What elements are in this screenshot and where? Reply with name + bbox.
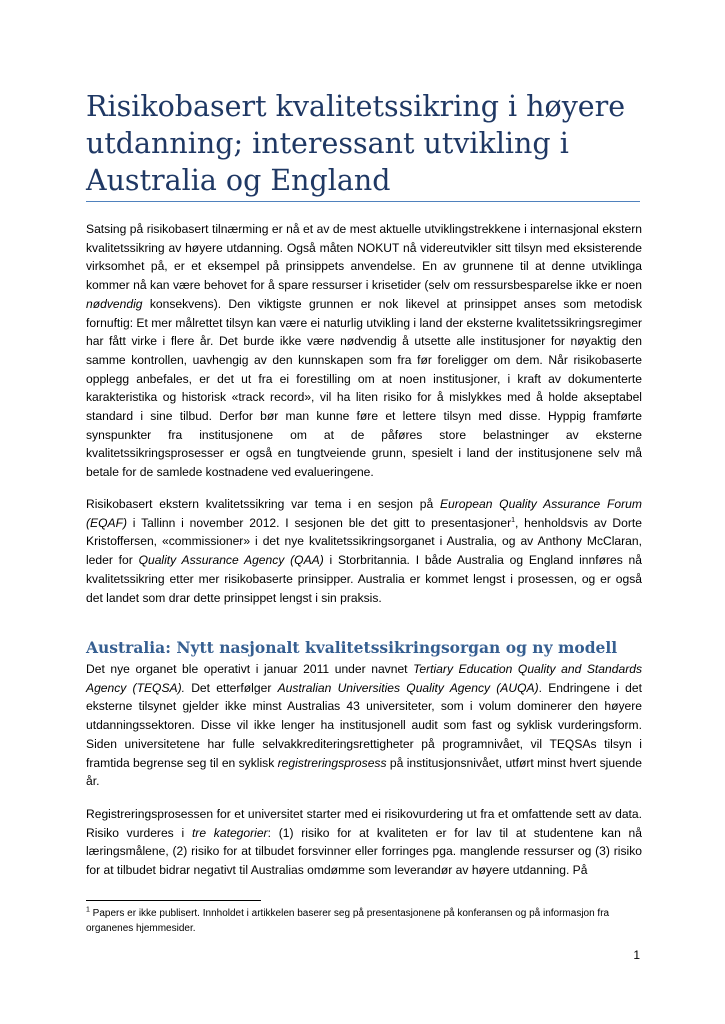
teqsa-text-1: Det nye organet ble operativt i januar 2011 under navnet bbox=[86, 662, 414, 676]
footnote bbox=[86, 906, 642, 936]
teqsa-text-4: på institusjonsnivået, utført minst hvert sjuende år. bbox=[86, 755, 642, 789]
registration-text-2: : (1) risiko for at kvaliteten er for lav til at studentene kan nå læringsmålene, (2) risiko for at tilbudet forsvinner eller forringes pga. manglende ressurser og (3) risiko for at tilbudet bidrar negativt til Australias omdømme som leverandør av høyere utdanning. På bbox=[86, 825, 642, 878]
eqaf-forum-name: European Quality Assurance Forum (EQAF) bbox=[86, 497, 642, 530]
registration-term: registreringsprosess bbox=[277, 755, 387, 770]
intro-text-1: Satsing på risikobasert tilnærming er nå et av de mest aktuelle utviklingstrekkene i internasjonal ekstern kvalitetssikring av høyere utdanning. Også måten NOKUT nå videreutvikler sitt tilsyn med eksisterende virksomhet på, er et eksempel på prinsippets anvendelse. En av grunnene til at denne utviklinga kommer nå kan være behovet for å spare ressurser i krisetider (selv om ressursbesparelse ikke er noen bbox=[86, 222, 642, 293]
intro-text-2: konsekvens). Den viktigste grunnen er nok likevel at prinsippet anses som metodisk fornuftig: Et mer målrettet tilsyn kan være ei naturlig utvikling i land der eksterne kvalitetssikringsregimer har fått virke i flere år. Det burde ikke være nødvendig å utsette alle institusjoner for nøyaktig den samme kontrollen, uavhengig av den kunnskapen som fra før foreligger om dem. Når risikobaserte opplegg anbefales, er det ut fra ei forestilling om at noen institusjoner, i kraft av dokumenterte karakteristika og historisk «track record», vil ha liten risiko for å mislykkes med å holde akseptabel standard i sine tilbud. Derfor bør man kunne føre et lettere tilsyn med disse. Hyppig framførte synspunkter fra institusjonene om at de påføres store belastninger av eksterne kvalitetssikringsprosesser er også en tungtveiende grunn, spesielt i land der institusjonene selv må betale for de samlede kostnadene ved evalueringene. bbox=[86, 296, 642, 480]
teqsa-text-3: . Endringene i det eksterne tilsynet gjelder ikke minst Australias 43 universiteter, som i volum dominerer den høyere utdanningssektoren. Disse vil ikke lenger ha institusjonell audit som fast og syklisk vurderingsform. Siden universitetene har fulle selvakkrediteringsrettigheter på programnivået, vil TEQSAs tilsyn i framtida begrense seg til en syklisk bbox=[86, 680, 642, 770]
teqsa-name: Tertiary Education Quality and Standards Agency (TEQSA). bbox=[86, 662, 642, 695]
page-number: 1 bbox=[633, 948, 640, 962]
eqaf-text-1: Risikobasert ekstern kvalitetssikring var tema i en sesjon på bbox=[86, 497, 440, 511]
categories-term: tre kategorier bbox=[191, 825, 268, 840]
title-underline bbox=[86, 201, 640, 202]
footnote-separator bbox=[86, 900, 261, 901]
teqsa-text-2: Det etterfølger bbox=[184, 680, 278, 695]
footnote-text: Papers er ikke publisert. Innholdet i artikkelen baserer seg på presentasjonene på konferansen og på informasjon fra organenes hjemmesider. bbox=[86, 908, 610, 934]
eqaf-text-4: i Storbritannia. I både Australia og England innføres nå kvalitetssikring etter mer risikobaserte prinsipper. Australia er kommet lengst i prosessen, og er også det landet som drar dette prinsippet lengst i sin praksis. bbox=[86, 553, 642, 605]
auqa-name: Australian Universities Quality Agency (AUQA) bbox=[277, 680, 539, 695]
teqsa-paragraph bbox=[86, 660, 642, 791]
document-title: Risikobasert kvalitetssikring i høyere utdanning; interessant utvikling i Australia og England bbox=[86, 90, 626, 197]
footnote-mark: 1 bbox=[86, 906, 90, 914]
registration-text-1: Registreringsprosessen for et universitet starter med ei risikovurdering ut fra et omfattende sett av data. Risiko vurderes i bbox=[86, 807, 642, 840]
eqaf-text-2: i Tallinn i november 2012. I sesjonen ble det gitt to presentasjoner bbox=[126, 515, 512, 530]
footnote-reference[interactable]: 1 bbox=[511, 516, 515, 524]
section-heading-australia: Australia: Nytt nasjonalt kvalitetssikringsorgan og ny modell bbox=[86, 638, 618, 657]
intro-paragraph bbox=[86, 220, 642, 482]
qaa-name: Quality Assurance Agency (QAA) bbox=[138, 553, 324, 568]
eqaf-text-3: , henholdsvis av Dorte Kristoffersen, «commissioner» i det nye kvalitetssikringsorganet i Australia, og av Anthony McClaran, leder for bbox=[86, 515, 642, 568]
eqaf-paragraph bbox=[86, 495, 642, 607]
intro-emphasis: nødvendig bbox=[86, 296, 143, 311]
registration-paragraph bbox=[86, 805, 642, 880]
